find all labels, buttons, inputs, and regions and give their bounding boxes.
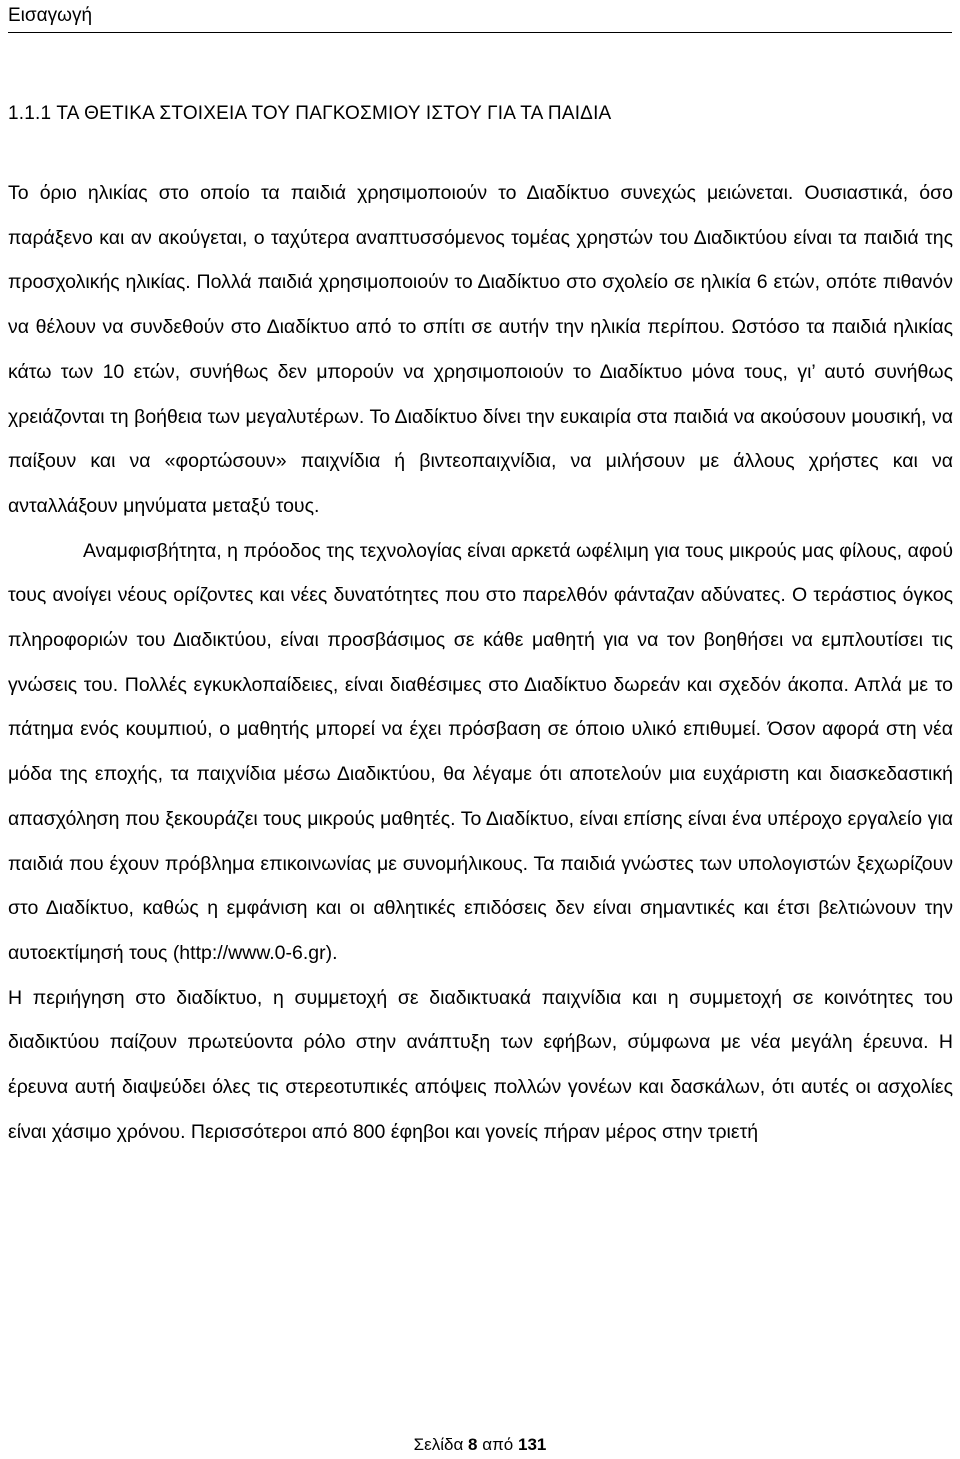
of-label: από bbox=[482, 1435, 514, 1454]
body-text bbox=[8, 171, 953, 1154]
paragraph-3: Η περιήγηση στο διαδίκτυο, η συμμετοχή σε διαδικτυακά παιχνίδια και η συμμετοχή σε κοινότητες του διαδικτύου παίζουν πρωτεύοντα ρόλο στην ανάπτυξη των εφήβων, σύμφωνα με νέα μεγάλη έρευνα. Η έρευνα αυτή διαψεύδει όλες τις στερεοτυπικές απόψεις πολλών γονέων και δασκάλων, ότι αυτές οι ασχολίες είναι χάσιμο χρόνου. Περισσότεροι από 800 έφηβοι και γονείς πήραν μέρος στην τριετή bbox=[8, 986, 953, 1143]
section-heading: 1.1.1 ΤΑ ΘΕΤΙΚΑ ΣΤΟΙΧΕΙΑ ΤΟΥ ΠΑΓΚΟΣΜΙΟΥ ΙΣΤΟΥ ΓΙΑ ΤΑ ΠΑΙΔΙΑ bbox=[8, 103, 612, 124]
current-page-number: 8 bbox=[468, 1435, 478, 1454]
page-label: Σελίδα bbox=[413, 1435, 464, 1454]
running-header: Εισαγωγή bbox=[8, 5, 93, 26]
header-divider bbox=[8, 32, 952, 33]
total-pages: 131 bbox=[517, 1435, 547, 1454]
page-footer bbox=[0, 1434, 960, 1456]
paragraph-2: Αναμφισβήτητα, η πρόοδος της τεχνολογίας είναι αρκετά ωφέλιμη για τους μικρούς μας φίλους, αφού τους ανοίγει νέους ορίζοντες και νέες δυνατότητες που στο παρελθόν φάνταζαν αδύνατες. Ο τεράστιος όγκος πληροφοριών του Διαδικτύου, είναι προσβάσιμος σε κάθε μαθητή για να τον βοηθήσει να εμπλουτίσει τις γνώσεις του. Πολλές εγκυκλοπαίδειες, είναι διαθέσιμες στο Διαδίκτυο δωρεάν και σχεδόν άκοπα. Απλά με το πάτημα ενός κουμπιού, ο μαθητής μπορεί να έχει πρόσβαση σε όποιο υλικό επιθυμεί. Όσον αφορά στη νέα μόδα της εποχής, τα παιχνίδια μέσω Διαδικτύου, θα λέγαμε ότι αποτελούν μια ευχάριστη και διασκεδαστική απασχόληση που ξεκουράζει τους μικρούς μαθητές. Το Διαδίκτυο, είναι επίσης είναι ένα υπέροχο εργαλείο για παιδιά που έχουν πρόβλημα επικοινωνίας με συνομήλικους. Τα παιδιά γνώστες των υπολογιστών ξεχωρίζουν στο Διαδίκτυο, καθώς η εμφάνιση και οι αθλητικές επιδόσεις δεν είναι σημαντικές και έτσι βελτιώνουν την αυτοεκτίμησή τους (http://www.0-6.gr). bbox=[8, 539, 953, 964]
paragraph-1: Το όριο ηλικίας στο οποίο τα παιδιά χρησιμοποιούν το Διαδίκτυο συνεχώς μειώνεται. Ουσιαστικά, όσο παράξενο και αν ακούγεται, ο ταχύτερα αναπτυσσόμενος τομέας χρηστών του Διαδικτύου είναι τα παιδιά της προσχολικής ηλικίας. Πολλά παιδιά χρησιμοποιούν το Διαδίκτυο στο σχολείο σε ηλικία 6 ετών, οπότε πιθανόν να θέλουν να συνδεθούν στο Διαδίκτυο από το σπίτι σε αυτήν την ηλικία περίπου. Ωστόσο τα παιδιά ηλικίας κάτω των 10 ετών, συνήθως δεν μπορούν να χρησιμοποιούν το Διαδίκτυο μόνα τους, γι’ αυτό συνήθως χρειάζονται τη βοήθεια των μεγαλυτέρων. Το Διαδίκτυο δίνει την ευκαιρία στα παιδιά να ακούσουν μουσική, να παίξουν και να «φορτώσουν» παιχνίδια ή βιντεοπαιχνίδια, να μιλήσουν με άλλους χρήστες και να ανταλλάξουν μηνύματα μεταξύ τους. bbox=[8, 182, 953, 517]
